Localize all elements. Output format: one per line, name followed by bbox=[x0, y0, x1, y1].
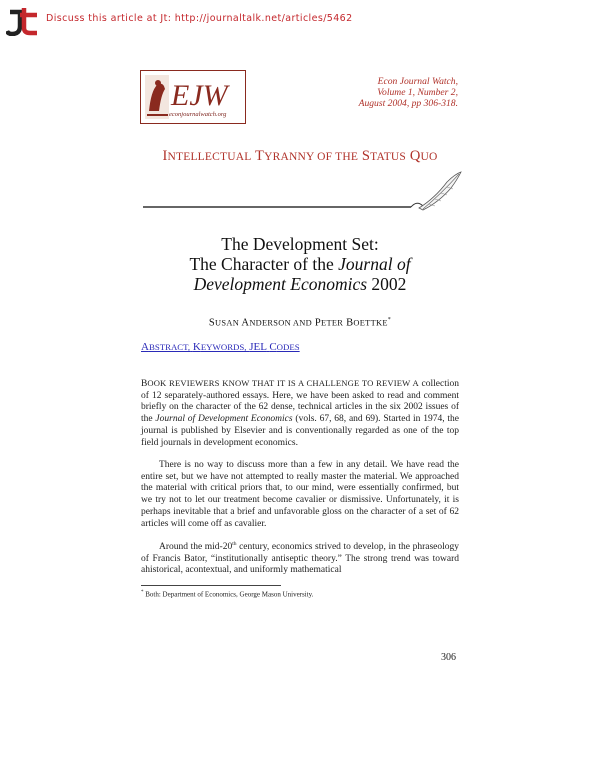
citation-journal: Econ Journal Watch, bbox=[377, 76, 458, 87]
link-word: ODES bbox=[276, 342, 300, 352]
body-paragraph-3 bbox=[141, 542, 459, 577]
paragraph-text: There is no way to discuss more than a few in any detail. We have read the entire set, but we have not attempted to really master the material. We approached the material with critical priors that, to our mind, were essentially confirmed, but we try not to let our treatment become cavalier or dismissive. Unfortunately, it is perhaps inevitable that a brief and unfavorable gloss on the character of a set of 62 articles will come off as cavalier. bbox=[141, 460, 459, 529]
section-initial: Q bbox=[409, 148, 421, 164]
author-word: OETTKE bbox=[353, 318, 388, 328]
author-initial: A bbox=[241, 317, 250, 329]
body-paragraph-1 bbox=[141, 378, 459, 449]
body-paragraph-2 bbox=[141, 460, 459, 530]
svg-text:EJW: EJW bbox=[171, 79, 228, 112]
author-initial: P bbox=[314, 317, 322, 329]
paragraph-text: century, economics strived to develop, in the phraseology of Francis Bator, “institutionally antiseptic theory.” The strong trend was toward ahistorical, acontextual, and uniformly mathematical bbox=[141, 542, 460, 576]
section-word: UO bbox=[420, 151, 438, 163]
section-initial: S bbox=[361, 148, 371, 164]
section-word: NTELLECTUAL bbox=[167, 151, 252, 163]
ejw-journal-logo bbox=[140, 70, 246, 124]
author-initial: S bbox=[208, 317, 216, 329]
link-initial: K bbox=[192, 341, 201, 353]
author-word: NDERSON AND bbox=[249, 318, 312, 328]
jt-logo-icon[interactable] bbox=[6, 6, 40, 36]
section-title bbox=[0, 148, 600, 165]
section-initial: T bbox=[255, 148, 265, 164]
citation-block bbox=[318, 76, 458, 109]
citation-date-pages: August 2004, pp 306-318. bbox=[358, 98, 458, 109]
footnote bbox=[141, 590, 313, 598]
link-initial: C bbox=[269, 341, 277, 353]
paragraph-text: collection of 12 separately-authored essays. Here, we have been asked to read and comment briefly on the character of the 62 dense, technical articles in the six 2002 issues of the bbox=[141, 379, 460, 425]
journal-name: Journal of Development Economics bbox=[155, 414, 293, 425]
author-line bbox=[0, 317, 600, 329]
quill-divider-icon bbox=[143, 170, 463, 214]
author-word: ETER bbox=[321, 318, 344, 328]
link-word: EYWORDS, bbox=[200, 342, 247, 352]
abstract-keywords-jel-link[interactable] bbox=[141, 341, 300, 353]
author-word: USAN bbox=[215, 318, 240, 328]
title-journal: Journal of bbox=[338, 254, 411, 274]
discuss-article-link[interactable]: Discuss this article at Jt: http://journaltalk.net/articles/5462 bbox=[46, 13, 353, 24]
footnote-text: Both: Department of Economics, George Mason University. bbox=[145, 590, 314, 599]
section-initial: I bbox=[162, 148, 168, 164]
section-word: YRANNY OF THE bbox=[264, 151, 359, 163]
title-journal-cont: Development Economics bbox=[193, 274, 368, 294]
article-title bbox=[0, 234, 600, 294]
link-word: BSTRACT, bbox=[148, 342, 191, 352]
title-line-3 bbox=[0, 274, 600, 294]
lead-initial: B bbox=[141, 379, 148, 389]
title-line-2 bbox=[0, 254, 600, 274]
author-footnote-marker[interactable]: * bbox=[387, 317, 392, 323]
title-year: 2002 bbox=[371, 274, 407, 294]
page-number: 306 bbox=[441, 652, 456, 663]
citation-volume: Volume 1, Number 2, bbox=[377, 87, 458, 98]
lead-small-caps: OOK REVIEWERS KNOW THAT IT IS A CHALLENGE TO REVIEW A bbox=[147, 378, 419, 388]
title-prefix: The Character of the bbox=[189, 254, 334, 274]
paragraph-text: Around the mid-20 bbox=[159, 542, 233, 552]
section-word: TATUS bbox=[370, 151, 407, 163]
footnote-divider bbox=[141, 585, 281, 586]
link-word: JEL bbox=[249, 341, 267, 353]
journal-url: econjournalwatch.org bbox=[169, 111, 227, 118]
author-initial: B bbox=[346, 317, 354, 329]
paragraph-text: (vols. 67, 68, and 69). Started in 1974, the journal is published by Elsevier and is conventionally regarded as one of the top field journals in development economics. bbox=[141, 414, 460, 448]
ordinal-superscript: th bbox=[232, 540, 237, 547]
link-initial: A bbox=[141, 341, 149, 353]
title-line-1: The Development Set: bbox=[221, 234, 379, 254]
footnote-marker: * bbox=[141, 590, 144, 595]
